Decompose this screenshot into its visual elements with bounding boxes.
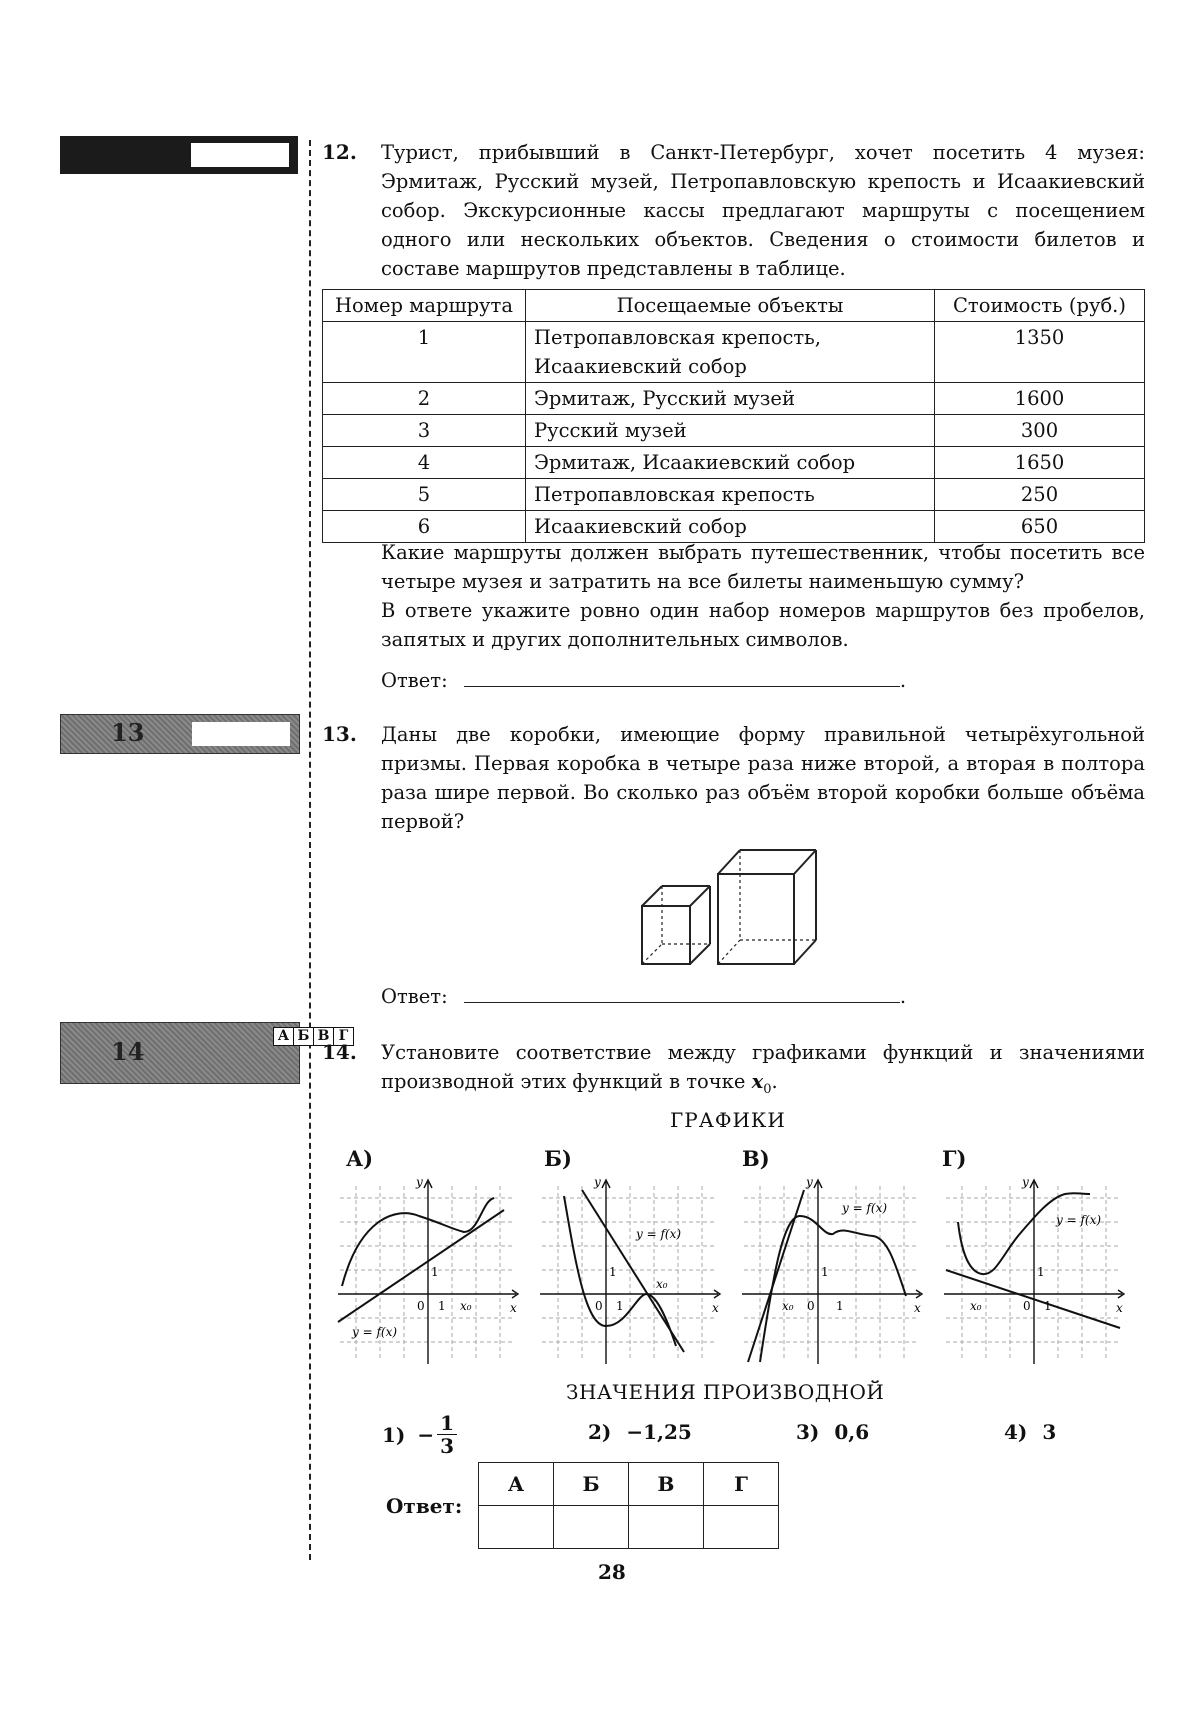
table-row bbox=[323, 383, 1145, 415]
origin-label: 0 bbox=[417, 1299, 425, 1313]
answer-cell-a[interactable] bbox=[479, 1506, 554, 1549]
boxes-figure bbox=[636, 846, 826, 970]
tick-one-x: 1 bbox=[438, 1299, 446, 1313]
curve-g bbox=[958, 1193, 1090, 1274]
tick-one-y: 1 bbox=[431, 1265, 439, 1279]
function-label: y = f(x) bbox=[636, 1227, 682, 1241]
route-objects bbox=[526, 322, 935, 383]
x0-label: x₀ bbox=[656, 1277, 668, 1291]
graph-label-a: А) bbox=[346, 1146, 374, 1171]
q12-answer-line[interactable] bbox=[464, 666, 900, 687]
header-cost: Стоимость (руб.) bbox=[935, 290, 1145, 322]
q14-text-end: . bbox=[771, 1070, 778, 1093]
graph-v bbox=[738, 1176, 924, 1366]
value-3 bbox=[796, 1420, 869, 1444]
graph-b bbox=[536, 1176, 722, 1366]
route-cost: 1350 bbox=[935, 322, 1145, 383]
x0-var: x bbox=[751, 1070, 764, 1093]
routes-table bbox=[322, 289, 1145, 543]
tick-one-x: 1 bbox=[616, 1299, 624, 1313]
origin-label: 0 bbox=[807, 1299, 815, 1313]
tick-one-x: 1 bbox=[1044, 1299, 1052, 1313]
answer-header-a: А bbox=[479, 1463, 554, 1506]
answer-box-13-field[interactable] bbox=[192, 722, 290, 746]
route-objects: Эрмитаж, Исаакиевский собор bbox=[526, 447, 935, 479]
route-number: 6 bbox=[323, 511, 526, 543]
route-objects: Русский музей bbox=[526, 415, 935, 447]
x0-label: x₀ bbox=[782, 1299, 794, 1313]
q13-number: 13. bbox=[322, 722, 357, 746]
letter-g: Г bbox=[338, 1028, 349, 1044]
answer-box-12 bbox=[60, 136, 298, 174]
value-4-number: 3 bbox=[1042, 1420, 1057, 1444]
answer-header-v: В bbox=[629, 1463, 704, 1506]
value-2 bbox=[588, 1420, 692, 1444]
q12-answer: Ответ: . bbox=[381, 666, 906, 695]
header-route: Номер маршрута bbox=[323, 290, 526, 322]
origin-label: 0 bbox=[595, 1299, 603, 1313]
y-axis-label: y bbox=[806, 1176, 813, 1189]
answer-cell-v[interactable] bbox=[629, 1506, 704, 1549]
q14-answer-table bbox=[478, 1462, 779, 1549]
letter-a: А bbox=[274, 1028, 294, 1045]
answer-box-14-label: 14 bbox=[111, 1037, 145, 1066]
q12-instruction: В ответе укажите ровно один набор номеров маршрутов без пробелов, запятых и других дополнительных символов. bbox=[381, 599, 1145, 651]
curve-b bbox=[564, 1196, 676, 1346]
curve-v bbox=[760, 1216, 906, 1362]
answer-cell-b[interactable] bbox=[554, 1506, 629, 1549]
page-number: 28 bbox=[598, 1560, 626, 1584]
table-row bbox=[323, 479, 1145, 511]
route-objects-line: Исаакиевский собор bbox=[534, 355, 747, 378]
x-axis-label: x bbox=[712, 1301, 719, 1315]
q14-answer-label: Ответ: bbox=[386, 1494, 463, 1518]
route-number: 3 bbox=[323, 415, 526, 447]
q12-question: Какие маршруты должен выбрать путешественник, чтобы посетить все четыре музея и затратить на все билеты наименьшую сумму? bbox=[381, 541, 1145, 593]
x0-label: x₀ bbox=[460, 1299, 472, 1313]
fraction-numerator: 1 bbox=[437, 1412, 457, 1435]
y-axis-label: y bbox=[594, 1176, 601, 1189]
route-cost: 650 bbox=[935, 511, 1145, 543]
route-cost: 250 bbox=[935, 479, 1145, 511]
letter-v: В bbox=[314, 1028, 334, 1045]
route-number: 1 bbox=[323, 322, 526, 383]
tangent-v bbox=[748, 1190, 804, 1362]
value-2-number: −1,25 bbox=[626, 1420, 692, 1444]
graphs-title: ГРАФИКИ bbox=[670, 1108, 786, 1132]
answer-cell-g[interactable] bbox=[704, 1506, 779, 1549]
small-box-front bbox=[642, 906, 690, 964]
q14-number: 14. bbox=[322, 1040, 357, 1064]
answer-input-row bbox=[479, 1506, 779, 1549]
value-1-fraction bbox=[437, 1412, 457, 1457]
graph-label-b: Б) bbox=[544, 1146, 572, 1171]
q14-text-main: Установите соответствие между графиками функций и значениями производной этих функций в точке bbox=[381, 1041, 1145, 1093]
answer-box-13 bbox=[60, 714, 300, 754]
answer-label: Ответ: bbox=[381, 669, 448, 692]
graph-g bbox=[940, 1176, 1126, 1366]
route-cost: 1650 bbox=[935, 447, 1145, 479]
route-number: 2 bbox=[323, 383, 526, 415]
route-objects: Исаакиевский собор bbox=[526, 511, 935, 543]
x-axis-label: x bbox=[510, 1301, 517, 1315]
value-1 bbox=[382, 1412, 457, 1457]
table-header-row bbox=[323, 290, 1145, 322]
function-label: y = f(x) bbox=[842, 1201, 888, 1215]
big-box-front bbox=[718, 874, 794, 964]
value-4-label: 4) bbox=[1004, 1420, 1028, 1444]
answer-box-14 bbox=[60, 1022, 349, 1084]
origin-label: 0 bbox=[1023, 1299, 1031, 1313]
answer-header-row bbox=[479, 1463, 779, 1506]
q12-number: 12. bbox=[322, 140, 357, 164]
cut-line bbox=[309, 140, 311, 1560]
q13-text: Даны две коробки, имеющие форму правильной четырёхугольной призмы. Первая коробка в четыре раза ниже второй, а вторая в полтора раза шире первой. Во сколько раз объём второй коробки больше объёма первой? bbox=[381, 723, 1145, 833]
answer-header-b: Б bbox=[554, 1463, 629, 1506]
function-label: y = f(x) bbox=[1056, 1213, 1102, 1227]
q14-text bbox=[381, 1038, 1145, 1104]
tick-one-y: 1 bbox=[1037, 1265, 1045, 1279]
fraction-denominator: 3 bbox=[440, 1434, 455, 1458]
route-objects-line: Петропавловская крепость, bbox=[534, 326, 821, 349]
table-row bbox=[323, 415, 1145, 447]
value-3-label: 3) bbox=[796, 1420, 820, 1444]
route-cost: 1600 bbox=[935, 383, 1145, 415]
graph-label-g: Г) bbox=[942, 1146, 967, 1171]
x-axis-label: x bbox=[914, 1301, 921, 1315]
x0-label: x₀ bbox=[970, 1299, 982, 1313]
letter-b: Б bbox=[294, 1028, 314, 1045]
table-row bbox=[323, 322, 1145, 383]
table-row bbox=[323, 447, 1145, 479]
answer-box-12-field[interactable] bbox=[191, 143, 289, 167]
x0-sub: 0 bbox=[763, 1081, 772, 1097]
answer-box-13-label: 13 bbox=[111, 718, 145, 747]
route-objects: Эрмитаж, Русский музей bbox=[526, 383, 935, 415]
graph-a bbox=[334, 1176, 520, 1366]
value-1-label: 1) bbox=[382, 1422, 406, 1447]
function-label: y = f(x) bbox=[352, 1325, 398, 1339]
curve-a bbox=[342, 1198, 494, 1286]
route-number: 4 bbox=[323, 447, 526, 479]
tangent-b bbox=[582, 1190, 684, 1352]
tick-one-y: 1 bbox=[609, 1265, 617, 1279]
header-objects: Посещаемые объекты bbox=[526, 290, 935, 322]
value-2-label: 2) bbox=[588, 1420, 612, 1444]
answer-header-g: Г bbox=[704, 1463, 779, 1506]
q12-text: Турист, прибывший в Санкт-Петербург, хочет посетить 4 музея: Эрмитаж, Русский музей, Петропавловскую крепость и Исаакиевский собор. Экскурсионные кассы предлагают маршруты с посещением одного или нескольких объектов. Сведения о стоимости билетов и составе маршрутов представлены в таблице. bbox=[381, 141, 1145, 280]
q13-answer: Ответ: . bbox=[381, 982, 906, 1011]
y-axis-label: y bbox=[416, 1176, 423, 1189]
route-cost: 300 bbox=[935, 415, 1145, 447]
value-4 bbox=[1004, 1420, 1056, 1444]
q13-answer-line[interactable] bbox=[464, 982, 900, 1003]
y-axis-label: y bbox=[1022, 1176, 1029, 1189]
route-objects: Петропавловская крепость bbox=[526, 479, 935, 511]
tick-one-y: 1 bbox=[821, 1265, 829, 1279]
values-title: ЗНАЧЕНИЯ ПРОИЗВОДНОЙ bbox=[566, 1380, 885, 1404]
answer-label: Ответ: bbox=[381, 985, 448, 1008]
x-axis-label: x bbox=[1116, 1301, 1123, 1315]
tick-one-x: 1 bbox=[836, 1299, 844, 1313]
graph-label-v: В) bbox=[742, 1146, 770, 1171]
value-3-number: 0,6 bbox=[834, 1420, 870, 1444]
value-1-sign: − bbox=[417, 1422, 435, 1447]
route-number: 5 bbox=[323, 479, 526, 511]
